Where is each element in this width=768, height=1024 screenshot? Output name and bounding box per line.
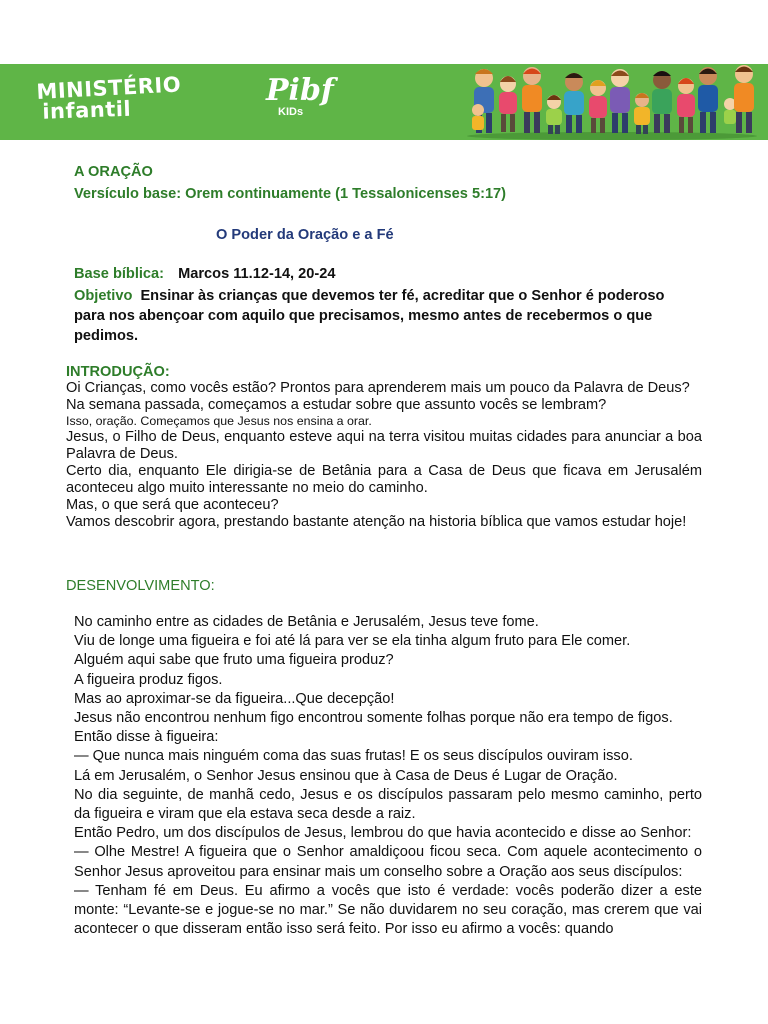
development-paragraph: Jesus não encontrou nenhum figo encontrou somente folhas porque não era tempo de figos. — [74, 710, 673, 727]
development-paragraph: — Que nunca mais ninguém coma das suas frutas! E os seus discípulos ouviram isso. — [74, 748, 633, 765]
development-paragraph: — Olhe Mestre! A figueira que o Senhor amaldiçoou ficou seca. Com aquele acontecimento o Senhor Jesus aproveitou para ensinar mais um conselho sobre a Oração aos seus discípulos: — [74, 844, 702, 880]
intro-paragraph: Na semana passada, começamos a estudar sobre que assunto vocês se lembram? — [66, 397, 607, 413]
objective-label: Objetivo — [74, 288, 133, 304]
pibf-kids-logo: Pibf KIDs — [266, 73, 334, 118]
development-heading: DESENVOLVIMENTO: — [66, 578, 215, 594]
children-group-illustration — [462, 64, 762, 140]
development-paragraph: No dia seguinte, de manhã cedo, Jesus e os discípulos passaram pelo mesmo caminho, perto da figueira e viram que ela estava seca desde a raiz. — [74, 786, 702, 823]
development-paragraph: Mas ao aproximar-se da figueira...Que decepção! — [74, 690, 395, 707]
intro-section — [66, 380, 702, 531]
base-biblica-row — [74, 266, 336, 283]
development-paragraph: Então Pedro, um dos discípulos de Jesus, lembrou do que havia acontecido e disse ao Senhor: — [74, 825, 692, 842]
development-paragraph: Alguém aqui sabe que fruto uma figueira produz? — [74, 652, 394, 669]
intro-paragraph: Mas, o que será que aconteceu? — [66, 497, 279, 513]
intro-paragraph: Jesus, o Filho de Deus, enquanto esteve aqui na terra visitou muitas cidades para anunciar a boa Palavra de Deus. — [66, 429, 702, 462]
intro-paragraph: Isso, oração. Começamos que Jesus nos ensina a orar. — [66, 414, 372, 428]
objective-text-3: pedimos. — [74, 328, 139, 344]
intro-paragraph: Oi Crianças, como vocês estão? Prontos para aprenderem mais um pouco da Palavra de Deus? — [66, 380, 690, 396]
development-paragraph: Viu de longe uma figueira e foi até lá para ver se ela tinha algum fruto para Ele comer. — [74, 633, 631, 650]
development-paragraph: A figueira produz figos. — [74, 671, 223, 688]
development-paragraph: Então disse à figueira: — [74, 729, 219, 746]
objective-text-2: para nos abençoar com aquilo que precisamos, mesmo antes de recebermos o que — [74, 308, 653, 324]
objective-text-1: Ensinar às crianças que devemos ter fé, acreditar que o Senhor é poderoso — [140, 288, 665, 304]
lesson-title: A ORAÇÃO — [74, 164, 153, 180]
base-value: Marcos 11.12-14, 20-24 — [178, 266, 336, 282]
objective-row — [74, 288, 664, 305]
lesson-subtitle: O Poder da Oração e a Fé — [216, 227, 394, 243]
development-paragraph: — Tenham fé em Deus. Eu afirmo a vocês que isto é verdade: vocês poderão dizer a este monte: “Levante-se e jogue-se no mar.” Se não duvidarem no seu coração, mas crerem que vai acontecer o que disseram então isso será feito. Por isso eu afirmo a vocês: quando — [74, 882, 702, 938]
development-paragraph: No caminho entre as cidades de Betânia e Jerusalém, Jesus teve fome. — [74, 614, 539, 630]
header-banner — [0, 64, 768, 140]
base-label: Base bíblica: — [74, 266, 165, 282]
intro-heading: INTRODUÇÃO: — [66, 364, 170, 380]
ministerio-infantil-logo: MINISTÉRIO infantil — [35, 72, 182, 124]
development-paragraph: Lá em Jerusalém, o Senhor Jesus ensinou que à Casa de Deus é Lugar de Oração. — [74, 767, 618, 784]
intro-paragraph: Certo dia, enquanto Ele dirigia-se de Betânia para a Casa de Deus que ficava em Jerusalém aconteceu algo muito interessante no meio do caminho. — [66, 463, 702, 496]
intro-paragraph: Vamos descobrir agora, prestando bastante atenção na historia bíblica que vamos estudar hoje! — [66, 514, 687, 530]
development-section — [74, 613, 702, 939]
verse-line: Versículo base: Orem continuamente (1 Tessalonicenses 5:17) — [74, 186, 507, 202]
